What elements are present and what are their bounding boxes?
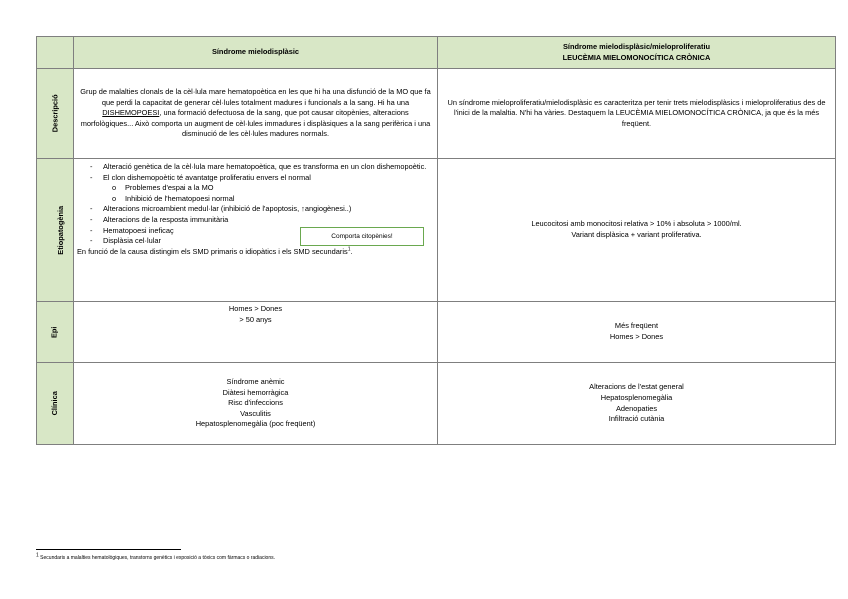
etio-sublist: [77, 183, 434, 204]
footnote-text: Secundaris a malalties hematològiques, transtorns genètics i exposició a tòxics com fàrmacs o radiacions.: [40, 555, 276, 561]
header-lmmc-line2: LEUCÈMIA MIELOMONOCÍTICA CRÒNICA: [562, 52, 711, 62]
header-lmmc: [438, 37, 836, 69]
etio-item: - Alteracions de la resposta immunitària: [77, 215, 434, 226]
dishemopoesi-term: DISHEMOPOESI: [102, 108, 160, 118]
clinica-smd-line: Vasculitis: [240, 408, 271, 418]
cell-etiopatogenia-lmmc: [438, 159, 836, 302]
etio-item: - Alteracions microambient medul·lar (inhibició de l'apoptosis, ↑angiogènesi..): [77, 204, 434, 215]
row-etiopatogenia: [37, 159, 836, 302]
row-label-epi: [37, 302, 74, 363]
header-lmmc-line1: Síndrome mielodisplàsic/mieloproliferatiu: [562, 41, 711, 51]
etio-item: - Displàsia cel·lular: [77, 236, 434, 247]
header-smd-label: Síndrome mielodisplàsic: [211, 47, 300, 57]
row-clinica: [37, 363, 836, 445]
footnote: [36, 552, 276, 562]
etio-subitem: o Inhibició de l'hematopoesi normal: [77, 194, 434, 205]
etio-closing: En funció de la causa distingim els SMD primaris o idiopàtics i els SMD secundaris$^1$.: [77, 246, 353, 256]
cell-etiopatogenia-smd: [74, 159, 438, 302]
descripcio-smd-text-1: Grup de malalties clonals de la cèl·lula mare hematopoètica en les que hi ha una disfunció de la MO que fa que perdi la capacitat de generar cèl·lules totalment madures i funcionals a la sang. Hi ha una: [80, 87, 431, 107]
comparison-table: [36, 36, 836, 445]
etio-lmmc-line1: Leucocitosi amb monocitosi relativa > 10% i absoluta > 1000/ml.: [531, 219, 742, 229]
row-label-etiopatogenia: [37, 159, 74, 302]
clinica-smd-line: Hepatosplenomegàlia (poc freqüent): [195, 419, 316, 429]
label-epi: Epi: [49, 326, 59, 338]
footnote-ref[interactable]: 1: [347, 246, 351, 253]
cell-descripcio-smd: [74, 69, 438, 159]
etio-item: [77, 173, 434, 205]
citopenies-callout: Comporta citopènies!: [300, 227, 424, 246]
cell-epi-smd: [74, 302, 438, 363]
etio-subitem: o Problemes d'espai a la MO: [77, 183, 434, 194]
clinica-smd-line: Diàtesi hemorràgica: [222, 387, 289, 397]
epi-smd-line: Homes > Dones: [228, 304, 283, 313]
header-row: [37, 37, 836, 69]
descripcio-lmmc-text: Un síndrome mieloproliferatiu/mielodisplàsic es caracteritza per tenir trets mielodisplàsics i mieloproliferatius des de l'inici de la malaltia. N'hi ha vàries. Destaquem la LEUCÈMIA MIELOMONOCÍTICA CRÒNICA, ja que és la més freqüent.: [447, 97, 826, 128]
cell-descripcio-lmmc: [438, 69, 836, 159]
header-smd: [74, 37, 438, 69]
row-epi: [37, 302, 836, 363]
clinica-lmmc-line: Infiltració cutània: [608, 414, 665, 424]
label-etiopatogenia: Etiopatogènia: [56, 205, 66, 255]
etio-lmmc-line2: Variant displàsica + variant proliferativa.: [571, 230, 702, 239]
row-label-clinica: [37, 363, 74, 445]
row-label-descripcio: [37, 69, 74, 159]
etio-item: - Hematopoesi ineficaç: [77, 226, 434, 237]
etio-item-text: El clon dishemopoètic té avantatge proliferatiu envers el normal: [103, 172, 311, 182]
epi-lmmc-line: Més freqüent: [614, 321, 659, 331]
row-descripcio: [37, 69, 836, 159]
etio-item: - Alteració genètica de la cèl·lula mare hematopoètica, que es transforma en un clon dishemopoètic.: [77, 162, 434, 173]
label-clinica: Clínica: [49, 391, 59, 416]
clinica-lmmc-line: Adenopaties: [615, 403, 658, 413]
clinica-smd-line: Risc d'infeccions: [228, 398, 283, 408]
cell-epi-lmmc: [438, 302, 836, 363]
label-descripcio: Descripció: [50, 94, 60, 133]
cell-clinica-lmmc: [438, 363, 836, 445]
etio-closing-text: En funció de la causa distingim els SMD primaris o idiopàtics i els SMD secundaris: [77, 246, 348, 256]
epi-smd-line: > 50 anys: [239, 314, 272, 324]
footnote-marker: 1: [36, 552, 39, 559]
epi-lmmc-line: Homes > Dones: [609, 332, 664, 341]
clinica-lmmc-line: Hepatosplenomegàlia: [600, 392, 673, 402]
clinica-lmmc-line: Alteracions de l'estat general: [589, 382, 684, 392]
footnote-separator: [36, 549, 181, 550]
descripcio-smd-text-2: , una formació defectuosa de la sang, que pot causar citopènies, alteracions morfològiques... Això comporta un augment de cèl·lules immadures i displàsiques a la sang perifèrica i una disminució de les cèl·lules madures normals.: [80, 108, 431, 139]
cell-clinica-smd: [74, 363, 438, 445]
header-corner: [37, 37, 74, 69]
clinica-smd-line: Síndrome anèmic: [226, 377, 285, 387]
